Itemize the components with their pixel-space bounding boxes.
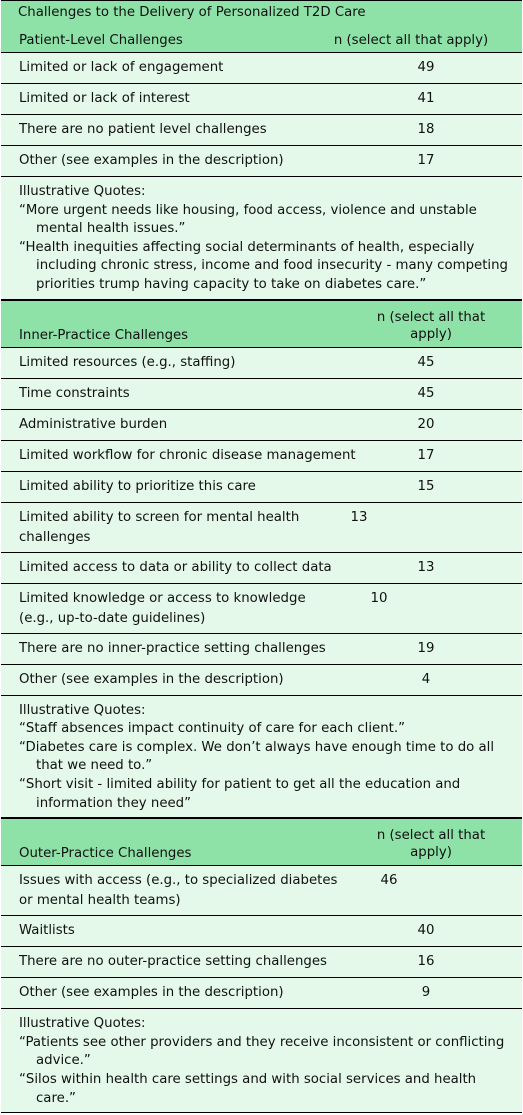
table-row <box>1 472 522 503</box>
row-count: 46 <box>380 873 398 889</box>
table-row <box>1 553 522 584</box>
table-row <box>1 146 522 177</box>
table-title: Challenges to the Delivery of Personalized T2D Care <box>1 0 522 25</box>
row-count: 9 <box>421 985 431 1001</box>
row-count: 41 <box>417 91 435 106</box>
row-count: 45 <box>417 385 435 401</box>
row-count: 17 <box>417 153 435 168</box>
row-label: Limited ability to prioritize this care <box>19 478 256 494</box>
table-row <box>1 115 522 146</box>
row-label: Limited resources (e.g., staffing) <box>19 354 236 370</box>
row-label: Limited access to data or ability to collect data <box>19 559 332 575</box>
row-label: Other (see examples in the description) <box>19 153 284 168</box>
section-header-patient-level <box>1 25 522 53</box>
row-count: 10 <box>370 590 388 606</box>
row-label: Limited or lack of engagement <box>19 60 224 75</box>
quote: “Patients see other providers and they receive inconsistent or conflicting advice.” <box>19 1034 505 1069</box>
row-count: 13 <box>350 509 368 525</box>
row-count: 4 <box>421 671 431 687</box>
row-label: There are no patient level challenges <box>19 122 267 137</box>
row-label: Other (see examples in the description) <box>19 985 284 1001</box>
row-count: 18 <box>417 122 435 137</box>
row-count: 20 <box>417 416 435 432</box>
quote: “Silos within health care settings and with social services and health care.” <box>19 1071 477 1106</box>
n-column-header: n (select all that apply) <box>376 309 486 342</box>
row-label: There are no outer-practice setting challenges <box>19 954 327 970</box>
table-row <box>1 379 522 410</box>
row-label: Administrative burden <box>19 416 168 432</box>
section-header-inner-practice <box>1 300 522 348</box>
quotes-title: Illustrative Quotes: <box>19 702 146 718</box>
table-row <box>1 84 522 115</box>
table-row <box>1 866 522 916</box>
table-row <box>1 665 522 696</box>
row-count: 49 <box>417 60 435 75</box>
section-header-outer-practice <box>1 818 522 866</box>
illustrative-quotes-outer-practice <box>1 1009 522 1113</box>
table-row <box>1 916 522 947</box>
illustrative-quotes-patient-level <box>1 177 522 300</box>
row-label: There are no inner-practice setting challenges <box>19 640 326 656</box>
row-count: 40 <box>417 923 435 939</box>
quotes-title: Illustrative Quotes: <box>19 1016 146 1032</box>
challenges-table <box>1 0 522 1113</box>
row-label: Limited ability to screen for mental health challenges <box>19 509 300 545</box>
table-row <box>1 53 522 84</box>
table-row <box>1 584 522 634</box>
row-label: Limited knowledge or access to knowledge (e.g., up-to-date guidelines) <box>19 590 306 626</box>
row-label: Issues with access (e.g., to specialized diabetes or mental health teams) <box>19 873 338 909</box>
table-row <box>1 441 522 472</box>
row-count: 17 <box>417 447 435 463</box>
row-count: 16 <box>417 954 435 970</box>
row-label: Limited or lack of interest <box>19 91 190 106</box>
table-row <box>1 410 522 441</box>
table-row <box>1 634 522 665</box>
row-label: Time constraints <box>19 385 130 401</box>
quote: “Staff absences impact continuity of care for each client.” <box>19 721 405 737</box>
section-title: Patient-Level Challenges <box>19 33 183 48</box>
quote: “Short visit - limited ability for patient to get all the education and information they need” <box>19 776 461 811</box>
section-title: Inner-Practice Challenges <box>19 327 189 343</box>
illustrative-quotes-inner-practice <box>1 696 522 819</box>
quotes-title: Illustrative Quotes: <box>19 184 146 199</box>
table-row <box>1 978 522 1009</box>
row-label: Waitlists <box>19 923 75 939</box>
table-row <box>1 947 522 978</box>
section-title: Outer-Practice Challenges <box>19 846 192 862</box>
row-count: 19 <box>417 640 435 656</box>
n-column-header: n (select all that apply) <box>376 828 486 861</box>
quote: “Health inequities affecting social determinants of health, especially including chronic stress, income and food insecurity - many competing priorities trump having capacity to take on diabetes care.” <box>19 239 508 292</box>
row-count: 15 <box>417 478 435 494</box>
quote: “More urgent needs like housing, food access, violence and unstable mental health issues.” <box>19 202 477 237</box>
table-row <box>1 503 522 553</box>
row-label: Limited workflow for chronic disease management <box>19 447 356 463</box>
table-row <box>1 348 522 379</box>
row-count: 13 <box>417 559 435 575</box>
n-column-header: n (select all that apply) <box>333 33 489 48</box>
row-label: Other (see examples in the description) <box>19 671 284 687</box>
quote: “Diabetes care is complex. We don’t always have enough time to do all that we need to.” <box>19 739 495 774</box>
row-count: 45 <box>417 354 435 370</box>
